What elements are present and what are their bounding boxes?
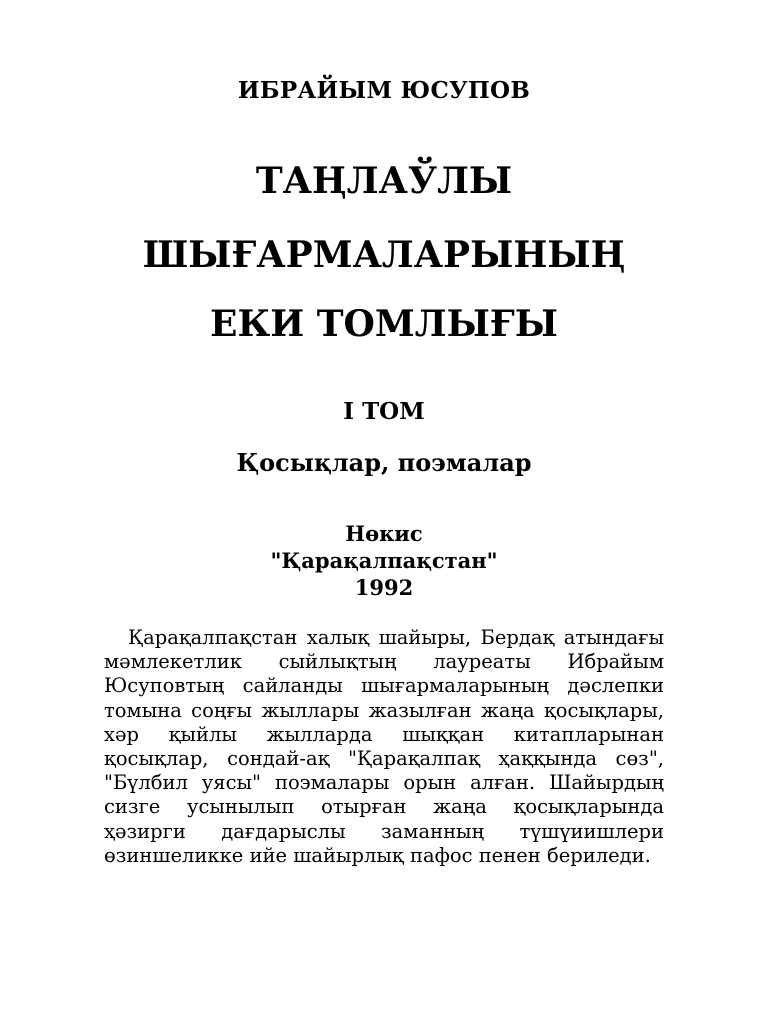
imprint-year: 1992 — [354, 575, 414, 600]
abstract-paragraph: Қарақалпақстан халық шайыры, Бердақ атындағы мәмлекетлик сыйлықтың лауреаты Ибрайым Юсуповтың сайланды шығармаларының дәслепки томына соңғы жыллары жазылған жаңа қосықлары, хәр қыйлы жылларда шыққан китапларынан қосықлар, сондай-ақ "Қарақалпақ ҳаққында сөз", "Бүлбил уясы" поэмалары орын алған. Шайырдың сизге усынылып отырған жаңа қосықларында ҳәзирги дағдарыслы заманның түшүиишлери өзиншеликке ийе шайырлық пафос пенен бериледи. — [104, 626, 664, 867]
imprint-city: Нөкис — [345, 521, 423, 546]
author-name: ИБРАЙЫМ ЮСУПОВ — [237, 77, 531, 104]
title-line-3: ЕКИ ТОМЛЫҒЫ — [210, 303, 558, 345]
title-line-2: ШЫҒАРМАЛАРЫНЫҢ — [142, 234, 626, 276]
subtitle: Қосықлар, поэмалар — [236, 448, 532, 477]
volume-label: I ТОМ — [343, 398, 425, 425]
title-line-1: ТАҢЛАЎЛЫ — [255, 160, 513, 202]
imprint-publisher: "Қарақалпақстан" — [270, 548, 498, 573]
